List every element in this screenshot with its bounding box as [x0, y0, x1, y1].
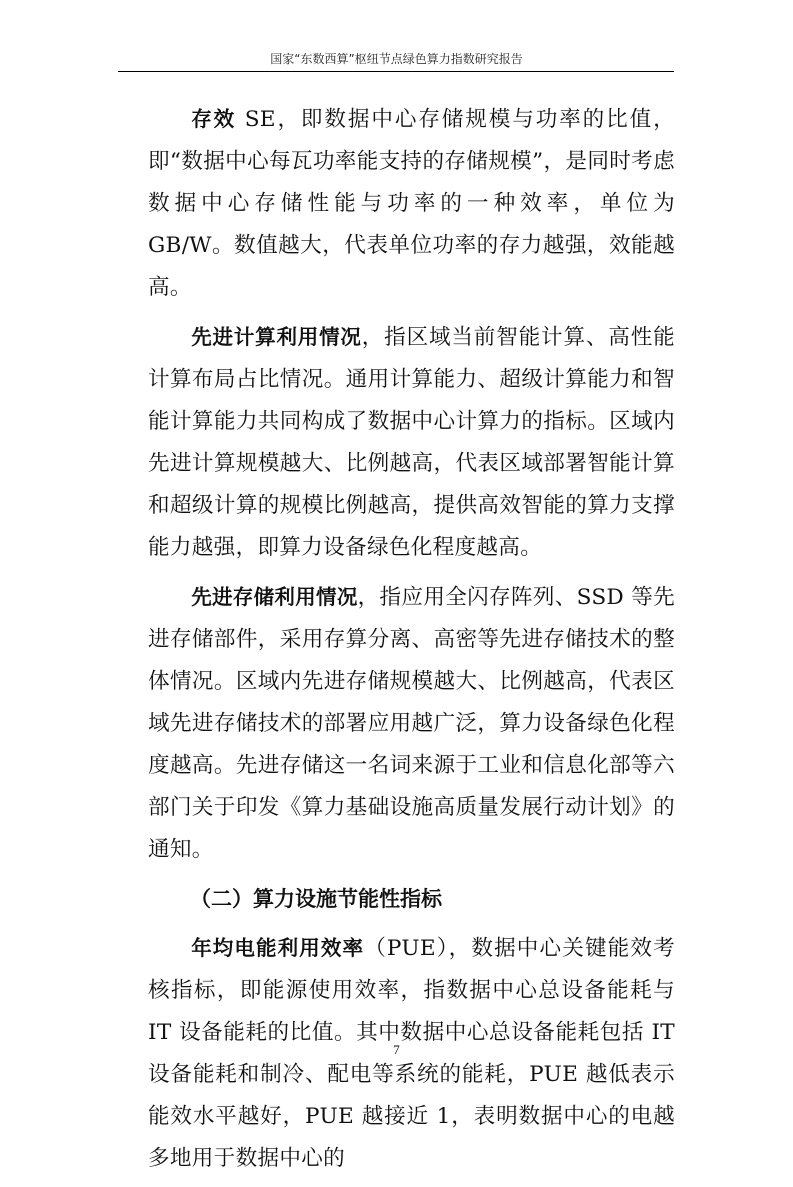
paragraph-advanced-computing — [148, 316, 675, 569]
page-number: 7 — [393, 1042, 400, 1057]
paragraph-text: ，指区域当前智能计算、高性能计算布局占比情况。通用计算能力、超级计算能力和智能计算能力共同构成了数据中心计算力的指标。区域内先进计算规模越大、比例越高，代表区域部署智能计算和超级计算的规模比例越高，提供高效智能的算力支撑能力越强，即算力设备绿色化程度越高。 — [148, 325, 676, 560]
term-pue: 年均电能利用效率 — [191, 936, 365, 960]
term-advanced-computing: 先进计算利用情况 — [191, 325, 362, 349]
term-storage-efficiency: 存效 — [191, 107, 236, 131]
paragraph-text: SE，即数据中心存储规模与功率的比值，即“数据中心每瓦功率能支持的存储规模”，是同时考虑数据中心存储性能与功率的一种效率，单位为 GB/W。数值越大，代表单位功率的存力越强，效能越高。 — [148, 107, 676, 300]
section-heading: （二）算力设施节能性指标 — [190, 887, 442, 911]
term-advanced-storage: 先进存储利用情况 — [191, 585, 358, 609]
paragraph-storage-efficiency — [148, 98, 675, 309]
page-body — [148, 98, 675, 1187]
running-header: 国家“东数西算”枢纽节点绿色算力指数研究报告 — [270, 52, 523, 66]
paragraph-advanced-storage — [148, 576, 675, 871]
header-rule — [118, 71, 674, 72]
paragraph-text: ，指应用全闪存阵列、SSD 等先进存储部件，采用存算分离、高密等先进存储技术的整体情况。区域内先进存储规模越大、比例越高，代表区域先进存储技术的部署应用越广泛，算力设备绿色化程度越高。先进存储这一名词来源于工业和信息化部等六部门关于印发《算力基础设施高质量发展行动计划》的通知。 — [148, 585, 675, 862]
paragraph-text: （PUE），数据中心关键能效考核指标，即能源使用效率，指数据中心总设备能耗与 IT 设备能耗的比值。其中数据中心总设备能耗包括 IT 设备能耗和制冷、配电等系统的能耗，PUE 越低表示能效水平越好，PUE 越接近 1，表明数据中心的电越多地用于数据中心的 — [148, 936, 676, 1171]
